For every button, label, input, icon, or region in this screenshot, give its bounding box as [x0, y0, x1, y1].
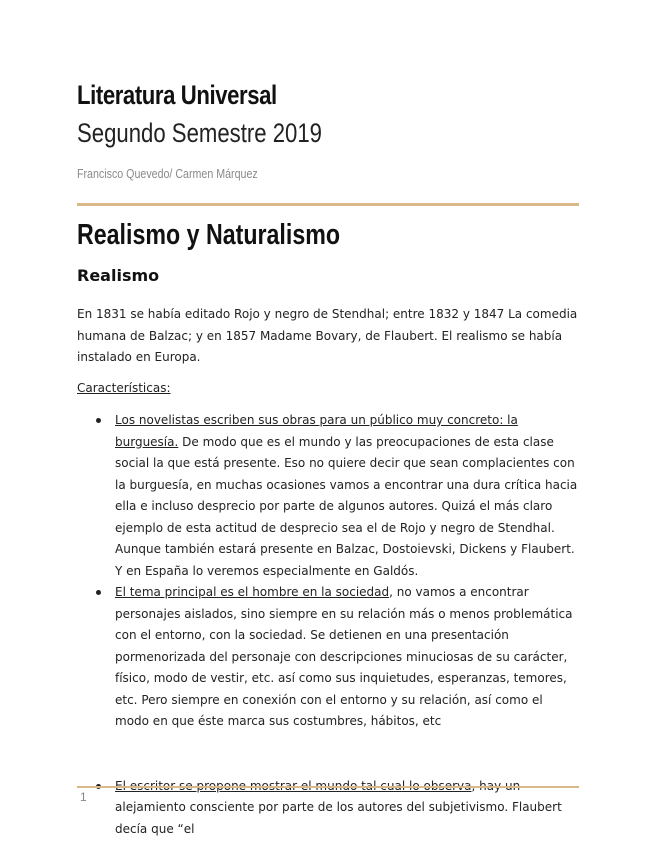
list-item-lead: El tema principal es el hombre en la sociedad: [115, 585, 390, 599]
header-divider: [77, 203, 579, 206]
list-spacer: [77, 733, 579, 776]
list-item-text: De modo que es el mundo y las preocupaciones de esta clase social la que está presente. Eso no quiere decir que sean complacientes con la burguesía, en muchas ocasiones vamos a encontrar una dura crítica hacia ella e incluso desprecio por parte de algunos autores. Quizá el más claro ejemplo de esta actitud de desprecio sea el de Rojo y negro de Stendhal. Aunque también estará presente en Balzac, Dostoievski, Dickens y Flaubert. Y en España lo veremos especialmente en Galdós.: [115, 434, 578, 578]
features-list: [77, 410, 579, 840]
list-item-text: alejamiento consciente por parte de los autores del subjetivismo. Flaubert decía que “el: [115, 800, 562, 836]
list-item: [77, 582, 579, 733]
document-title: Literatura Universal: [77, 80, 277, 110]
bullet-icon: [96, 418, 101, 423]
list-item-text: , no vamos a encontrar personajes aislados, sino siempre en su relación más o menos problemática con el entorno, con la sociedad. Se detienen en una presentación pormenorizada del personaje con descripciones minuciosas de su carácter, físico, modo de vestir, etc. así como sus inquietudes, esperanzas, temores, etc. Pero siempre en conexión con el entorno y su relación, así como el modo en que éste marca sus costumbres, hábitos, etc: [115, 585, 573, 728]
section-title: Realismo y Naturalismo: [77, 219, 341, 251]
page-number: 1: [80, 790, 87, 804]
list-item-lead: Los novelistas escriben sus obras para un público muy concreto: la burguesía.: [115, 413, 518, 449]
intro-paragraph: En 1831 se había editado Rojo y negro de Stendhal; entre 1832 y 1847 La comedia humana de Balzac; y en 1857 Madame Bovary, de Flaubert. El realismo se había instalado en Europa.: [77, 307, 578, 364]
subsection-title: Realismo: [77, 266, 160, 285]
document-subtitle: Segundo Semestre 2019: [77, 118, 322, 148]
features-label: Características:: [77, 381, 171, 395]
document-authors: Francisco Quevedo/ Carmen Márquez: [77, 166, 258, 181]
bullet-icon: [96, 590, 101, 595]
list-item: [77, 410, 579, 582]
footer-divider: [77, 786, 579, 788]
